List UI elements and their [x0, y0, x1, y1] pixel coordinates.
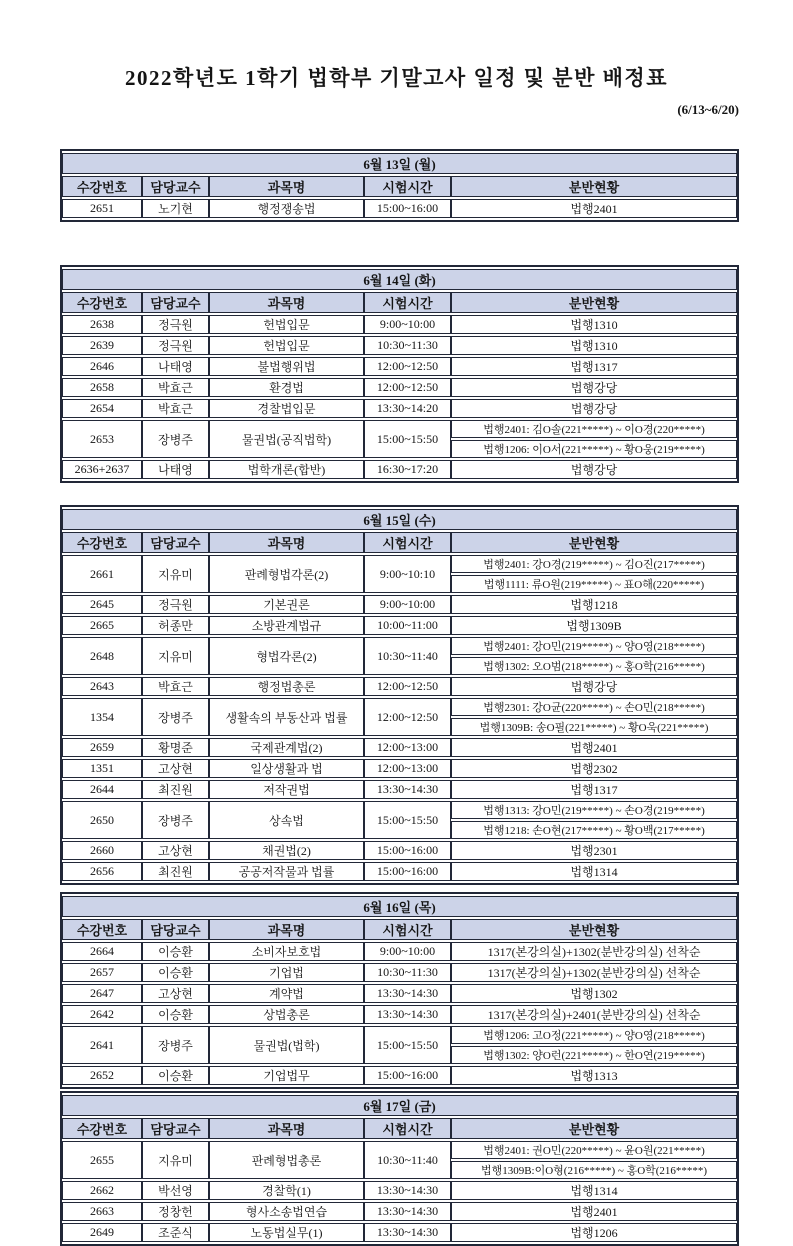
subject-name: 기업법무 [209, 1066, 364, 1085]
room-assignment: 법행1302 [451, 984, 737, 1003]
room-assignment: 1317(본강의실)+1302(분반강의실) 선착순 [451, 942, 737, 961]
subject-name: 계약법 [209, 984, 364, 1003]
exam-time: 13:30~14:30 [364, 1005, 451, 1024]
professor-name: 허종만 [142, 616, 209, 635]
course-code: 2659 [62, 738, 142, 757]
exam-time: 9:00~10:00 [364, 942, 451, 961]
table-row [62, 942, 737, 961]
exam-time: 10:30~11:30 [364, 336, 451, 355]
professor-name: 이승환 [142, 1066, 209, 1085]
exam-time: 10:30~11:40 [364, 1141, 451, 1179]
table-date-row [62, 153, 737, 174]
course-code: 2661 [62, 555, 142, 593]
table-row [62, 738, 737, 757]
room-assignment: 법행1309B: 송O필(221*****) ~ 황O욱(221*****) [451, 718, 737, 736]
professor-name: 박효근 [142, 677, 209, 696]
room-assignment: 법행1309B [451, 616, 737, 635]
date-range: (6/13~6/20) [677, 102, 739, 117]
exam-time: 9:00~10:00 [364, 595, 451, 614]
course-code: 2652 [62, 1066, 142, 1085]
course-code: 2662 [62, 1181, 142, 1200]
table-row [62, 616, 737, 635]
course-code: 2646 [62, 357, 142, 376]
subject-name: 행정쟁송법 [209, 199, 364, 218]
professor-name: 이승환 [142, 1005, 209, 1024]
subject-name: 형법각론(2) [209, 637, 364, 675]
table-row [62, 963, 737, 982]
schedule-table [60, 892, 739, 1089]
room-assignment: 법행2401: 김O솔(221*****) ~ 이O경(220*****) [451, 420, 737, 438]
column-header-row [62, 919, 737, 940]
professor-name: 장병주 [142, 698, 209, 736]
room-assignment: 법행1313: 강O민(219*****) ~ 손O경(219*****) [451, 801, 737, 819]
exam-time: 15:00~15:50 [364, 420, 451, 458]
table-row [62, 1141, 737, 1159]
subject-name: 형사소송법연습 [209, 1202, 364, 1221]
table-row [62, 378, 737, 397]
table-row [62, 698, 737, 716]
room-assignment: 법행1302: 오O범(218*****) ~ 홍O학(216*****) [451, 657, 737, 675]
subject-name: 헌법입문 [209, 336, 364, 355]
course-code: 2651 [62, 199, 142, 218]
course-code: 2653 [62, 420, 142, 458]
professor-name: 박효근 [142, 399, 209, 418]
professor-name: 이승환 [142, 942, 209, 961]
subject-name: 일상생활과 법 [209, 759, 364, 778]
room-assignment: 법행1310 [451, 336, 737, 355]
table-row [62, 336, 737, 355]
course-code: 2650 [62, 801, 142, 839]
column-header: 분반현황 [451, 919, 737, 940]
exam-time: 9:00~10:00 [364, 315, 451, 334]
course-code: 2660 [62, 841, 142, 860]
subject-name: 법학개론(합반) [209, 460, 364, 479]
professor-name: 조준식 [142, 1223, 209, 1242]
course-code: 2639 [62, 336, 142, 355]
room-assignment: 법행1302: 양O런(221*****) ~ 한O연(219*****) [451, 1046, 737, 1064]
table-row [62, 399, 737, 418]
room-assignment: 법행강당 [451, 460, 737, 479]
subject-name: 기본권론 [209, 595, 364, 614]
course-code: 2645 [62, 595, 142, 614]
professor-name: 장병주 [142, 1026, 209, 1064]
course-code: 2656 [62, 862, 142, 881]
table-date-row [62, 896, 737, 917]
professor-name: 정극원 [142, 315, 209, 334]
column-header: 시험시간 [364, 532, 451, 553]
table-row [62, 357, 737, 376]
column-header: 분반현황 [451, 292, 737, 313]
subject-name: 불법행위법 [209, 357, 364, 376]
professor-name: 나태영 [142, 357, 209, 376]
exam-time: 10:30~11:30 [364, 963, 451, 982]
course-code: 2663 [62, 1202, 142, 1221]
room-assignment: 법행2301: 강O균(220*****) ~ 손O민(218*****) [451, 698, 737, 716]
column-header-row [62, 1118, 737, 1139]
professor-name: 박효근 [142, 378, 209, 397]
course-code: 2655 [62, 1141, 142, 1179]
exam-time: 12:00~12:50 [364, 677, 451, 696]
room-assignment: 법행1206 [451, 1223, 737, 1242]
subject-name: 경찰학(1) [209, 1181, 364, 1200]
course-code: 2644 [62, 780, 142, 799]
room-assignment: 법행2301 [451, 841, 737, 860]
professor-name: 고상현 [142, 984, 209, 1003]
room-assignment: 법행1309B:이O형(216*****) ~ 홍O학(216*****) [451, 1161, 737, 1179]
column-header: 담당교수 [142, 1118, 209, 1139]
professor-name: 장병주 [142, 420, 209, 458]
column-header: 수강번호 [62, 919, 142, 940]
exam-time: 13:30~14:30 [364, 1223, 451, 1242]
column-header: 담당교수 [142, 919, 209, 940]
table-row [62, 1181, 737, 1200]
column-header: 분반현황 [451, 1118, 737, 1139]
exam-time: 15:00~16:00 [364, 199, 451, 218]
exam-time: 16:30~17:20 [364, 460, 451, 479]
schedule-table [60, 505, 739, 885]
column-header: 시험시간 [364, 919, 451, 940]
professor-name: 최진원 [142, 862, 209, 881]
exam-time: 12:00~12:50 [364, 698, 451, 736]
column-header-row [62, 176, 737, 197]
subject-name: 상법총론 [209, 1005, 364, 1024]
exam-time: 15:00~15:50 [364, 1026, 451, 1064]
table-row [62, 1026, 737, 1044]
column-header: 과목명 [209, 919, 364, 940]
subject-name: 상속법 [209, 801, 364, 839]
room-assignment: 법행1218: 손O현(217*****) ~ 황O백(217*****) [451, 821, 737, 839]
room-assignment: 법행1317 [451, 780, 737, 799]
table-row [62, 199, 737, 218]
schedule-table [60, 149, 739, 222]
exam-time: 12:00~12:50 [364, 357, 451, 376]
room-assignment: 법행강당 [451, 677, 737, 696]
exam-time: 10:00~11:00 [364, 616, 451, 635]
exam-time: 12:00~13:00 [364, 759, 451, 778]
exam-time: 9:00~10:10 [364, 555, 451, 593]
column-header: 수강번호 [62, 176, 142, 197]
course-code: 2647 [62, 984, 142, 1003]
professor-name: 지유미 [142, 1141, 209, 1179]
subject-name: 소비자보호법 [209, 942, 364, 961]
subject-name: 소방관계법규 [209, 616, 364, 635]
table-row [62, 555, 737, 573]
table-date-header: 6월 15일 (수) [62, 509, 737, 530]
room-assignment: 법행2401: 권O민(220*****) ~ 윤O원(221*****) [451, 1141, 737, 1159]
professor-name: 나태영 [142, 460, 209, 479]
course-code: 2641 [62, 1026, 142, 1064]
professor-name: 박선영 [142, 1181, 209, 1200]
subject-name: 판례형법총론 [209, 1141, 364, 1179]
room-assignment: 법행2401: 강O경(219*****) ~ 김O진(217*****) [451, 555, 737, 573]
table-row [62, 1223, 737, 1242]
exam-time: 15:00~15:50 [364, 801, 451, 839]
table-row [62, 759, 737, 778]
table-row [62, 1005, 737, 1024]
subject-name: 저작권법 [209, 780, 364, 799]
subject-name: 생활속의 부동산과 법률 [209, 698, 364, 736]
exam-time: 13:30~14:20 [364, 399, 451, 418]
room-assignment: 법행2401: 강O민(219*****) ~ 양O영(218*****) [451, 637, 737, 655]
room-assignment: 법행2401 [451, 738, 737, 757]
table-date-header: 6월 17일 (금) [62, 1095, 737, 1116]
exam-time: 15:00~16:00 [364, 841, 451, 860]
table-row [62, 780, 737, 799]
course-code: 1354 [62, 698, 142, 736]
column-header: 수강번호 [62, 1118, 142, 1139]
subject-name: 물권법(공직법학) [209, 420, 364, 458]
column-header-row [62, 532, 737, 553]
room-assignment: 법행2401 [451, 1202, 737, 1221]
table-row [62, 637, 737, 655]
course-code: 2654 [62, 399, 142, 418]
room-assignment: 법행1314 [451, 862, 737, 881]
room-assignment: 법행2302 [451, 759, 737, 778]
page-title: 2022학년도 1학기 법학부 기말고사 일정 및 분반 배정표 [125, 66, 668, 90]
professor-name: 노기현 [142, 199, 209, 218]
subject-name: 환경법 [209, 378, 364, 397]
table-row [62, 862, 737, 881]
subject-name: 공공저작물과 법률 [209, 862, 364, 881]
professor-name: 장병주 [142, 801, 209, 839]
column-header: 과목명 [209, 176, 364, 197]
professor-name: 지유미 [142, 555, 209, 593]
course-code: 2658 [62, 378, 142, 397]
schedule-table [60, 265, 739, 483]
course-code: 2638 [62, 315, 142, 334]
professor-name: 이승환 [142, 963, 209, 982]
room-assignment: 법행1314 [451, 1181, 737, 1200]
column-header: 시험시간 [364, 1118, 451, 1139]
subject-name: 국제관계법(2) [209, 738, 364, 757]
table-date-row [62, 269, 737, 290]
course-code: 2664 [62, 942, 142, 961]
table-row [62, 315, 737, 334]
table-date-row [62, 509, 737, 530]
table-row [62, 984, 737, 1003]
column-header: 과목명 [209, 1118, 364, 1139]
exam-time: 15:00~16:00 [364, 1066, 451, 1085]
professor-name: 고상현 [142, 759, 209, 778]
column-header: 수강번호 [62, 292, 142, 313]
table-row [62, 460, 737, 479]
table-row [62, 595, 737, 614]
professor-name: 황명준 [142, 738, 209, 757]
column-header: 분반현황 [451, 532, 737, 553]
table-row [62, 841, 737, 860]
professor-name: 정창헌 [142, 1202, 209, 1221]
exam-time: 13:30~14:30 [364, 1202, 451, 1221]
course-code: 2643 [62, 677, 142, 696]
exam-time: 13:30~14:30 [364, 984, 451, 1003]
column-header: 담당교수 [142, 176, 209, 197]
professor-name: 최진원 [142, 780, 209, 799]
schedule-table [60, 1091, 739, 1246]
course-code: 1351 [62, 759, 142, 778]
column-header: 시험시간 [364, 176, 451, 197]
course-code: 2657 [62, 963, 142, 982]
subject-name: 판례형법각론(2) [209, 555, 364, 593]
exam-time: 10:30~11:40 [364, 637, 451, 675]
exam-time: 13:30~14:30 [364, 780, 451, 799]
course-code: 2648 [62, 637, 142, 675]
course-code: 2636+2637 [62, 460, 142, 479]
document-page [0, 62, 793, 1240]
room-assignment: 법행1218 [451, 595, 737, 614]
room-assignment: 법행1206: 고O정(221*****) ~ 양O영(218*****) [451, 1026, 737, 1044]
column-header: 담당교수 [142, 292, 209, 313]
professor-name: 정극원 [142, 336, 209, 355]
table-row [62, 1066, 737, 1085]
subject-name: 노동법실무(1) [209, 1223, 364, 1242]
subject-name: 행정법총론 [209, 677, 364, 696]
room-assignment: 법행강당 [451, 399, 737, 418]
room-assignment: 1317(본강의실)+1302(분반강의실) 선착순 [451, 963, 737, 982]
exam-time: 12:00~13:00 [364, 738, 451, 757]
column-header: 분반현황 [451, 176, 737, 197]
room-assignment: 법행강당 [451, 378, 737, 397]
room-assignment: 1317(본강의실)+2401(분반강의실) 선착순 [451, 1005, 737, 1024]
room-assignment: 법행1317 [451, 357, 737, 376]
exam-time: 13:30~14:30 [364, 1181, 451, 1200]
table-row [62, 420, 737, 438]
subject-name: 경찰법입문 [209, 399, 364, 418]
subject-name: 채권법(2) [209, 841, 364, 860]
table-date-row [62, 1095, 737, 1116]
column-header: 과목명 [209, 292, 364, 313]
room-assignment: 법행1206: 이O서(221*****) ~ 황O웅(219*****) [451, 440, 737, 458]
subject-name: 헌법입문 [209, 315, 364, 334]
room-assignment: 법행1111: 류O원(219*****) ~ 표O해(220*****) [451, 575, 737, 593]
exam-time: 12:00~12:50 [364, 378, 451, 397]
exam-time: 15:00~16:00 [364, 862, 451, 881]
room-assignment: 법행1310 [451, 315, 737, 334]
course-code: 2665 [62, 616, 142, 635]
schedule-tables [0, 149, 793, 1246]
column-header: 과목명 [209, 532, 364, 553]
column-header: 수강번호 [62, 532, 142, 553]
professor-name: 고상현 [142, 841, 209, 860]
professor-name: 지유미 [142, 637, 209, 675]
subject-name: 기업법 [209, 963, 364, 982]
table-date-header: 6월 13일 (월) [62, 153, 737, 174]
table-row [62, 677, 737, 696]
column-header: 시험시간 [364, 292, 451, 313]
course-code: 2649 [62, 1223, 142, 1242]
table-date-header: 6월 14일 (화) [62, 269, 737, 290]
subject-name: 물권법(법학) [209, 1026, 364, 1064]
column-header: 담당교수 [142, 532, 209, 553]
table-row [62, 801, 737, 819]
room-assignment: 법행1313 [451, 1066, 737, 1085]
table-row [62, 1202, 737, 1221]
column-header-row [62, 292, 737, 313]
table-date-header: 6월 16일 (목) [62, 896, 737, 917]
room-assignment: 법행2401 [451, 199, 737, 218]
course-code: 2642 [62, 1005, 142, 1024]
professor-name: 정극원 [142, 595, 209, 614]
